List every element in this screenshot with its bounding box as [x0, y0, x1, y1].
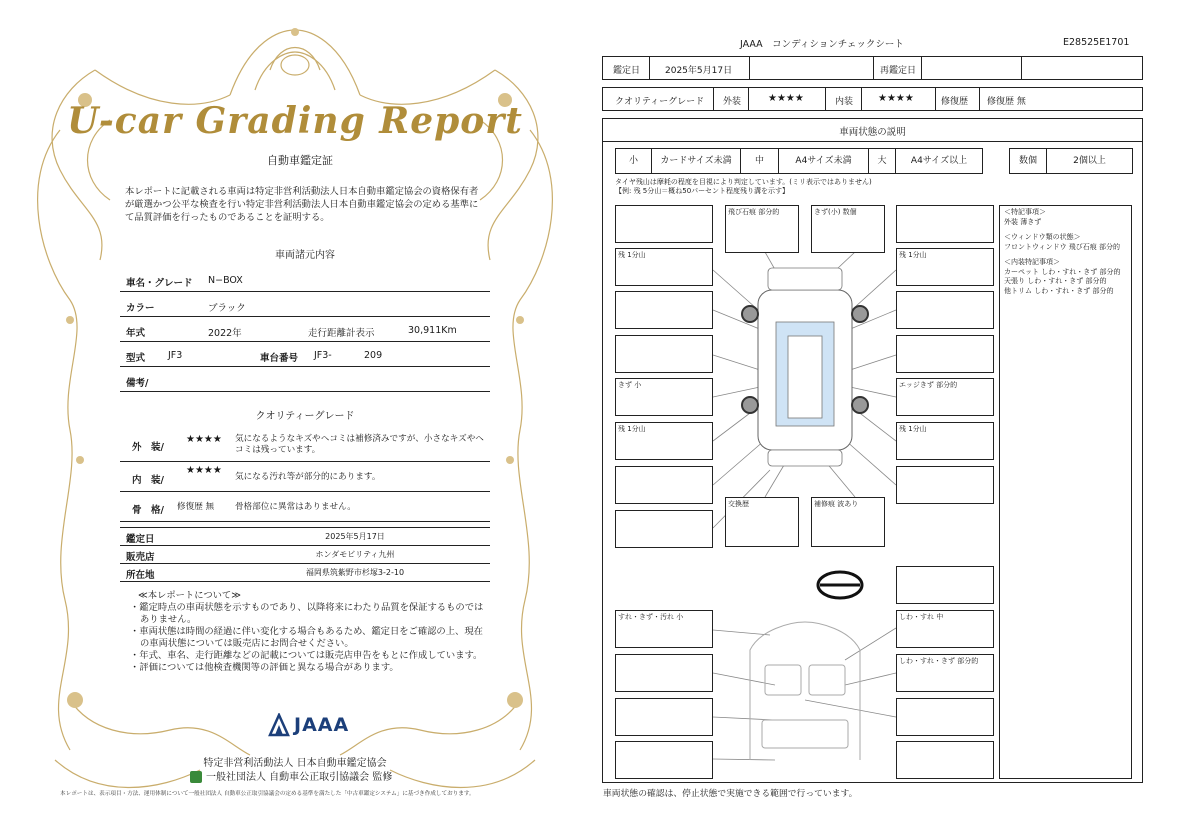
label-color: カラー [126, 303, 155, 314]
interior-stars: ★★★★ [878, 93, 914, 104]
interior-description: 気になる汚れ等が部分的にあります。 [235, 472, 381, 482]
tire-note-2: 【例: 残 5分山＝概ね50パーセント程度残り溝を示す】 [615, 187, 790, 195]
diagram-box-tire-rl: 残 1分山 [615, 422, 713, 460]
label-remarks: 備考/ [126, 378, 149, 389]
condition-check-sheet [590, 0, 1181, 835]
row-frame-grade [120, 492, 490, 522]
diagram-box-interior-2: しわ・すれ・きず 部分的 [896, 654, 994, 692]
value-mileage: 30,911Km [408, 325, 457, 336]
value-model: JF3 [168, 350, 183, 361]
diagram-box [615, 205, 713, 243]
row-appraisal-date [120, 528, 490, 546]
sheet-code: E28525E1701 [1063, 37, 1130, 48]
diagram-box [896, 741, 994, 779]
row-vehicle-name [120, 267, 490, 292]
row-color [120, 292, 490, 317]
diagram-box-interior-1: しわ・すれ 中 [896, 610, 994, 648]
certificate-title: 自動車鑑定証 [267, 154, 333, 167]
count-desc: 2個以上 [1073, 156, 1106, 166]
label-frame: 骨 格/ [132, 505, 164, 516]
grade-section-title: クオリティーグレード [255, 411, 355, 422]
special-notes-box [999, 205, 1132, 779]
label-reappraisal-date: 再鑑定日 [880, 66, 917, 76]
diagram-box [615, 466, 713, 504]
row-remarks [120, 367, 490, 392]
car-top-view [742, 268, 868, 466]
size-small-desc: カードサイズ未満 [652, 149, 741, 173]
diagram-box [896, 205, 994, 243]
label-year: 年式 [126, 328, 146, 339]
value-shop: ホンダモビリティ九州 [315, 550, 395, 559]
diagram-box [615, 741, 713, 779]
organization-line-2-text: 一般社団法人 自動車公正取引協議会 監修 [206, 772, 393, 783]
row-shop [120, 546, 490, 564]
note-item: ・車両状態は時間の経過に伴い変化する場合もあるため、鑑定日をご確認の上、現在の車両状態については販売店にお問合せください。 [130, 626, 483, 649]
label-appraisal-date: 鑑定日 [126, 534, 155, 545]
feature-line: フロントウィンドウ 飛び石痕 部分的 [1004, 242, 1121, 251]
value-location: 福岡県筑紫野市杉塚3-2-10 [305, 568, 405, 577]
label-name: 車名・グレード [126, 278, 193, 289]
size-small: 小 [616, 149, 652, 173]
label-mileage: 走行距離計表示 [308, 328, 375, 339]
label-shop: 販売店 [126, 552, 155, 563]
label-exterior: 外 装/ [132, 442, 164, 453]
diagram-box [896, 466, 994, 504]
jaaa-logo [268, 712, 349, 738]
label-location: 所在地 [126, 570, 155, 581]
label-appraisal-date: 鑑定日 [613, 66, 641, 76]
size-large-desc: A4サイズ以上 [910, 156, 968, 166]
notes-title: ≪本レポートについて≫ [138, 590, 241, 601]
report-notes [120, 590, 490, 674]
size-medium: 中 [741, 149, 779, 173]
frame-description: 骨格部位に異常はありません。 [235, 502, 356, 512]
label-quality-grade: クオリティーグレード [615, 97, 705, 107]
report-title: U-car Grading Report [67, 100, 523, 142]
footnote: 本レポートは、表示項目・方法、運用体制について一般社団法人 自動車公正取引協議会の定める基準を満たした「中古車鑑定システム」に基づき作成しております。 [60, 791, 475, 797]
frame-value: 修復歴 無 [177, 502, 215, 512]
diagram-box-left-scratch: きず 小 [615, 378, 713, 416]
feature-line: 他トリム しわ・すれ・きず 部分的 [1004, 286, 1114, 295]
appraisal-summary-table [120, 527, 490, 582]
exterior-description: 気になるようなキズやヘコミは補修済みですが、小さなキズやヘコミは残っています。 [235, 434, 484, 455]
value-chassis-suffix: 209 [364, 350, 383, 361]
label-chassis: 車台番号 [260, 353, 299, 364]
diagram-box [615, 654, 713, 692]
bottom-note: 車両状態の確認は、停止状態で実施できる範囲で行っています。 [603, 789, 858, 799]
condition-title: 車両状態の説明 [839, 127, 906, 138]
feature-line: 天張り しわ・すれ・きず 部分的 [1004, 277, 1107, 285]
value-appraisal-date: 2025年5月17日 [665, 66, 733, 76]
label-interior: 内装 [835, 97, 854, 107]
diagram-box-tire-rr: 残 1分山 [896, 422, 994, 460]
jaaa-logo-text: JAAA [294, 714, 350, 736]
diagram-box-right-edge: エッジきず 部分的 [896, 378, 994, 416]
diagram-box-rear-replaced: 交換歴 [725, 497, 799, 547]
label-interior: 内 装/ [132, 475, 164, 486]
note-item: ・年式、車名、走行距離などの記載については販売店申告をもとに作成しています。 [130, 650, 483, 661]
diagram-box [896, 291, 994, 329]
value-name: N−BOX [208, 275, 243, 286]
diagram-box-interior-front: すれ・きず・汚れ 小 [615, 610, 713, 648]
steering-wheel-icon [818, 572, 862, 598]
row-exterior-grade [120, 428, 490, 462]
interior-stars: ★★★★ [186, 465, 222, 476]
intro-text: 本レポートに記載される車両は特定非営利活動法人日本自動車鑑定協会の資格保有者が厳選かつ公平な検査を行い特定非営利活動法人日本自動車鑑定協会の定める基準にて品質評価を行ったものであることを証明する。 [125, 186, 479, 223]
value-appraisal-date: 2025年5月17日 [325, 532, 385, 541]
jaaa-logo-mark-icon [268, 713, 290, 737]
feature-line: ＜特記事項＞ [1004, 208, 1046, 216]
size-large: 大 [869, 149, 896, 173]
diagram-box [615, 291, 713, 329]
row-year-mileage [120, 317, 490, 342]
feature-line: ＜ウィンドウ類の状態＞ [1004, 233, 1081, 241]
diagram-box [615, 335, 713, 373]
value-chassis-prefix: JF3- [314, 350, 332, 361]
diagram-box [896, 335, 994, 373]
diagram-box [896, 566, 994, 604]
label-exterior: 外装 [723, 97, 742, 107]
sheet-title: JAAA コンディションチェックシート [740, 39, 904, 50]
exterior-stars: ★★★★ [768, 93, 804, 104]
label-repair-history: 修復歴 [941, 97, 969, 107]
value-year: 2022年 [208, 328, 242, 339]
note-item: ・評価については他検査機関等の評価と異なる場合があります。 [130, 662, 399, 673]
size-medium-desc: A4サイズ未満 [779, 149, 869, 173]
note-item: ・鑑定時点の車両状態を示すものであり、以降将来にわたり品質を保証するものではありません。 [130, 602, 484, 625]
row-interior-grade [120, 462, 490, 492]
diagram-box-tire-fl: 残 1分山 [615, 248, 713, 286]
tire-note-1: タイヤ残山は摩耗の程度を目視により判定しています。(ミリ表示ではありません) [615, 178, 872, 186]
organization-line-2 [190, 768, 392, 783]
grading-report-page [0, 0, 590, 835]
diagram-box [896, 698, 994, 736]
organization-line-1: 特定非営利活動法人 日本自動車鑑定協会 [203, 758, 387, 769]
label-model: 型式 [126, 353, 146, 364]
row-model [120, 342, 490, 367]
feature-line: ＜内装特記事項＞ [1004, 258, 1060, 266]
fair-trade-mark-icon [190, 771, 202, 783]
diagram-box-front-scratch: きず(小) 数個 [811, 205, 885, 253]
diagram-box-rear-repair: 補修痕 波あり [811, 497, 885, 547]
diagram-box-front-chip: 飛び石痕 部分的 [725, 205, 799, 253]
exterior-stars: ★★★★ [186, 434, 222, 445]
value-color: ブラック [208, 303, 246, 314]
feature-line: 外装 薄きず [1004, 217, 1042, 226]
count-label: 数個 [1010, 149, 1047, 173]
diagram-box-tire-fr: 残 1分山 [896, 248, 994, 286]
car-interior-view [750, 622, 860, 760]
diagram-box [615, 698, 713, 736]
value-repair-history: 修復歴 無 [987, 97, 1026, 107]
feature-line: カーペット しわ・すれ・きず 部分的 [1004, 267, 1121, 276]
row-location [120, 564, 490, 582]
diagram-box [615, 510, 713, 548]
vehicle-section-title: 車両諸元内容 [275, 250, 335, 261]
